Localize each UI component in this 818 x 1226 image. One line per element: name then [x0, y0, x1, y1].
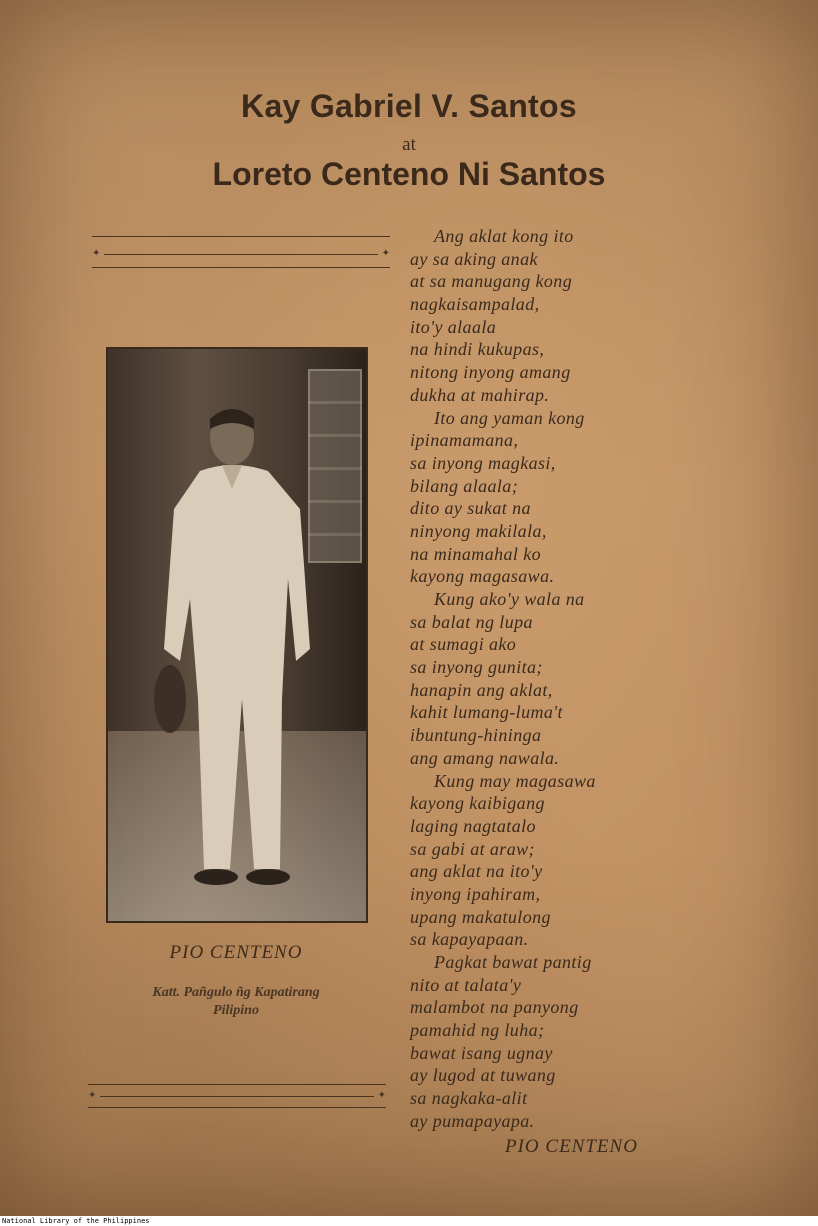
poem-line: Kung may magasawa [434, 770, 596, 791]
poem-line: sa kapayapaan. [410, 929, 529, 950]
poem-line: ninyong makilala, [410, 520, 547, 541]
poem-line: malambot na panyong [410, 997, 579, 1018]
poem-line: nitong inyong amang [410, 362, 571, 383]
poem-line: Ito ang yaman kong [434, 407, 585, 428]
poem-line: bilang alaala; [410, 475, 519, 496]
photo-caption-subtitle [100, 984, 372, 1020]
poem-line: na hindi kukupas, [410, 339, 545, 360]
poem-line: bawat isang ugnay [410, 1042, 553, 1063]
title-line-2: Loreto Centeno Ni Santos [212, 156, 606, 192]
poem-line: inyong ipahiram, [410, 883, 541, 904]
poem-line: ipinamamana, [410, 430, 519, 451]
ornament-rule-top [92, 236, 390, 268]
poem-line: upang makatulong [410, 906, 551, 927]
portrait-photo [106, 347, 368, 923]
man-standing-figure [150, 399, 330, 889]
poem-line: dito ay sukat na [410, 498, 531, 519]
poem-line: na minamahal ko [410, 543, 541, 564]
ornament-dot-icon: ✦ [377, 1090, 386, 1101]
poem-line: sa gabi at araw; [410, 838, 535, 859]
poem-line: kayong kaibigang [410, 793, 545, 814]
title-connector: at [402, 134, 416, 155]
rule-line [92, 267, 390, 268]
poem-line: ito'y alaala [410, 316, 497, 337]
ornament-dot-icon: ✦ [381, 248, 390, 259]
rule-dotted-row [88, 1091, 386, 1101]
poem-line: sa inyong magkasi, [410, 452, 556, 473]
poem-line: at sumagi ako [410, 634, 517, 655]
poem-signature: PIO CENTENO [505, 1136, 638, 1157]
photo-caption-subtitle-line1: Katt. Pañgulo ñg Kapatirang [152, 985, 320, 1000]
poem-line: kayong magasawa. [410, 566, 555, 587]
poem-line: Ang aklat kong ito [434, 226, 574, 246]
poem-line: nito at talata'y [410, 974, 522, 995]
poem-line: pamahid ng luha; [410, 1020, 545, 1041]
poem-line: Pagkat bawat pantig [434, 952, 592, 972]
ornament-rule-bottom [88, 1084, 386, 1108]
poem-line: dukha at mahirap. [410, 384, 550, 405]
poem-line: at sa manugang kong [410, 271, 573, 292]
poem-line: Kung ako'y wala na [434, 589, 585, 609]
poem-line: ay pumapayapa. [410, 1110, 535, 1131]
poem-line: ang amang nawala. [410, 747, 560, 768]
dedication-poem [410, 225, 770, 1133]
rule-dotted-row [92, 249, 390, 259]
poem-line: nagkaisampalad, [410, 294, 540, 315]
poem-line: laging nagtatalo [410, 815, 536, 836]
poem-line: sa balat ng lupa [410, 611, 533, 632]
poem-line: ay sa aking anak [410, 248, 538, 269]
ornament-dot-icon: ✦ [92, 248, 101, 259]
library-credit: National Library of the Philippines [2, 1217, 150, 1225]
poem-line: kahit lumang-luma't [410, 702, 563, 723]
photo-caption-subtitle-line2: Pilipino [213, 1003, 259, 1018]
poem-line: sa nagkaka-alit [410, 1088, 528, 1109]
ornament-dot-icon: ✦ [88, 1090, 97, 1101]
poem-line: hanapin ang aklat, [410, 679, 553, 700]
poem-line: ibuntung-hininga [410, 725, 542, 746]
poem-line: sa inyong gunita; [410, 657, 543, 678]
poem-line: ay lugod at tuwang [410, 1065, 556, 1086]
title-line-1: Kay Gabriel V. Santos [241, 88, 577, 124]
rule-line [104, 254, 377, 255]
rule-line [100, 1096, 373, 1097]
photo-caption-name: PIO CENTENO [169, 942, 303, 963]
poem-line: ang aklat na ito'y [410, 861, 543, 882]
rule-line [88, 1107, 386, 1108]
